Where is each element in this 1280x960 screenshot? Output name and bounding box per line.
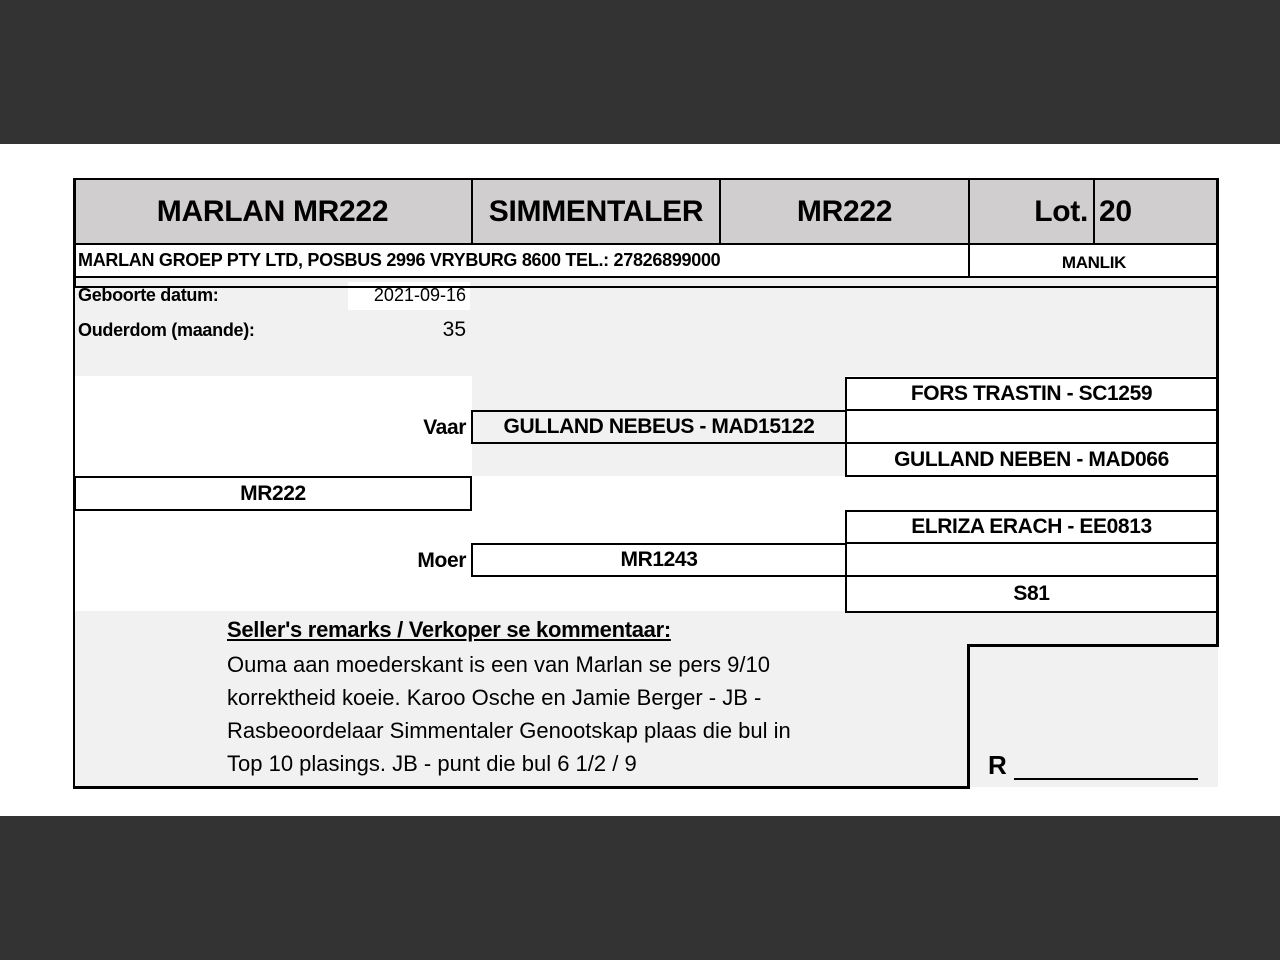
- birth-date-label: Geboorte datum:: [78, 284, 219, 305]
- lot-card-sheet: [0, 144, 1280, 816]
- sire-dam-cell: GULLAND NEBEN - MAD066: [845, 442, 1218, 477]
- sire-middle-cell: [845, 409, 1218, 444]
- sex-value: MANLIK: [1061, 252, 1127, 272]
- remarks-title: Seller's remarks / Verkoper se kommentaar:: [227, 617, 671, 642]
- sire-sire-cell: FORS TRASTIN - SC1259: [845, 377, 1218, 411]
- sire-cell: GULLAND NEBEUS - MAD15122: [471, 410, 847, 444]
- dam-label: Moer: [417, 549, 466, 572]
- dam-sire-cell: ELRIZA ERACH - EE0813: [845, 510, 1218, 544]
- sire-label: Vaar: [423, 416, 466, 439]
- dam-dam-cell: S81: [845, 575, 1218, 613]
- animal-id: MR222: [796, 194, 893, 228]
- breed-name: SIMMENTALER: [488, 194, 704, 228]
- dam-cell: MR1243: [471, 543, 847, 577]
- price-input-line[interactable]: [1014, 778, 1198, 780]
- remarks-line: korrektheid koeie. Karoo Osche en Jamie Berger - JB -: [227, 685, 762, 710]
- lot-label: Lot.: [1034, 194, 1088, 228]
- age-label: Ouderdom (maande):: [78, 319, 255, 340]
- remarks-body: [227, 648, 957, 780]
- remarks-line: Rasbeoordelaar Simmentaler Genootskap plaas die bul in: [227, 718, 791, 743]
- animal-cell: MR222: [74, 476, 472, 511]
- breeder-name: MARLAN MR222: [156, 194, 389, 228]
- birth-date-value: 2021-09-16: [373, 284, 466, 305]
- lot-number: 20: [1099, 194, 1132, 228]
- remarks-line: Ouma aan moederskant is een van Marlan se pers 9/10: [227, 652, 770, 677]
- dam-middle-cell: [845, 542, 1218, 577]
- price-currency-label: R: [988, 750, 1007, 780]
- remarks-line: Top 10 plasings. JB - punt die bul 6 1/2 / 9: [227, 751, 637, 776]
- owner-details: MARLAN GROEP PTY LTD, POSBUS 2996 VRYBURG 8600 TEL.: 27826899000: [78, 250, 721, 270]
- age-value: 35: [442, 318, 466, 341]
